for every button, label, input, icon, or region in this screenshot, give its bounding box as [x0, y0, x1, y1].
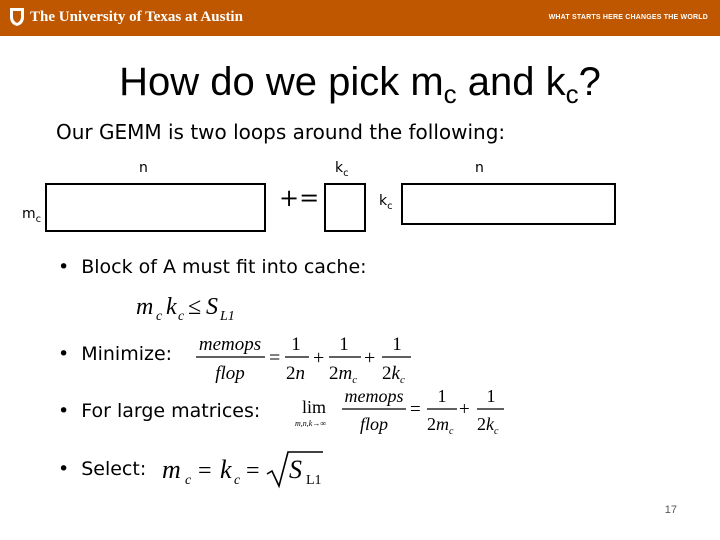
svg-text:m: m	[162, 455, 181, 484]
svg-text:c: c	[185, 473, 192, 488]
svg-text:1: 1	[339, 334, 349, 355]
slide-title: How do we pick $m_c$ and $k_c$?	[119, 60, 601, 109]
svg-text:2n: 2n	[286, 363, 305, 384]
matrix-b-panel	[401, 183, 616, 225]
svg-text:k: k	[220, 455, 232, 484]
svg-text:+: +	[459, 399, 470, 420]
svg-text:L1: L1	[306, 473, 322, 488]
svg-text:=: =	[269, 347, 281, 369]
svg-text:k: k	[166, 294, 177, 320]
svg-text:c: c	[234, 473, 241, 488]
bullet-minimize: • Minimize:	[58, 343, 173, 365]
svg-text:m,n,k→∞: m,n,k→∞	[295, 419, 327, 428]
svg-text:1: 1	[291, 334, 301, 355]
svg-text:≤: ≤	[188, 294, 202, 320]
svg-text:m: m	[136, 294, 154, 320]
svg-text:2mc: $2m_c$	[329, 363, 358, 386]
svg-text:memops: memops	[344, 386, 404, 406]
svg-text:1: 1	[392, 334, 402, 355]
svg-text:flop: flop	[359, 414, 389, 434]
svg-text:+: +	[313, 347, 325, 369]
svg-text:1: 1	[437, 386, 447, 406]
svg-text:S: S	[289, 455, 302, 484]
label-mc: $m_c$	[22, 206, 42, 225]
tagline: WHAT STARTS HERE CHANGES THE WORLD	[548, 14, 708, 21]
svg-text:=: =	[198, 458, 212, 484]
svg-text:=: =	[410, 399, 421, 420]
label-n-left: n	[139, 160, 148, 176]
bullet-large: • For large matrices:	[58, 400, 261, 422]
svg-text:2kc: $2k_c$	[382, 363, 405, 386]
ut-shield-icon	[9, 7, 25, 27]
svg-text:S: S	[206, 294, 218, 320]
matrix-c-block	[45, 183, 266, 232]
svg-text:=: =	[246, 458, 260, 484]
equation-select	[158, 444, 328, 494]
label-kc-top: $k_c$	[335, 160, 349, 179]
plus-equals-operator: +=	[279, 184, 320, 212]
label-kc-right: $k_c$	[379, 193, 393, 212]
svg-text:memops: memops	[198, 334, 262, 355]
svg-text:1: 1	[486, 386, 496, 406]
equation-minimize	[193, 330, 423, 386]
equation-limit	[292, 384, 512, 438]
matrix-a-block	[324, 183, 366, 232]
slide-subtitle: Our GEMM is two loops around the following:	[56, 120, 506, 144]
svg-text:L1: L1	[220, 309, 235, 324]
bullet-select: • Select:	[58, 458, 147, 480]
page-number: 17	[664, 504, 677, 516]
svg-text:c: c	[156, 309, 163, 324]
svg-text:c: c	[178, 309, 185, 324]
header-bar	[0, 0, 720, 36]
equation-cache-fit	[130, 290, 250, 326]
label-n-right: n	[475, 160, 484, 176]
svg-text:2mc: $2m_c$	[427, 414, 454, 437]
svg-text:+: +	[364, 347, 376, 369]
bullet-cache: • Block of A must fit into cache:	[58, 256, 367, 278]
svg-text:lim: lim	[302, 397, 327, 417]
svg-text:2kc: $2k_c$	[477, 414, 499, 437]
svg-text:flop: flop	[215, 363, 245, 384]
university-name: The University of Texas at Austin	[30, 9, 243, 25]
